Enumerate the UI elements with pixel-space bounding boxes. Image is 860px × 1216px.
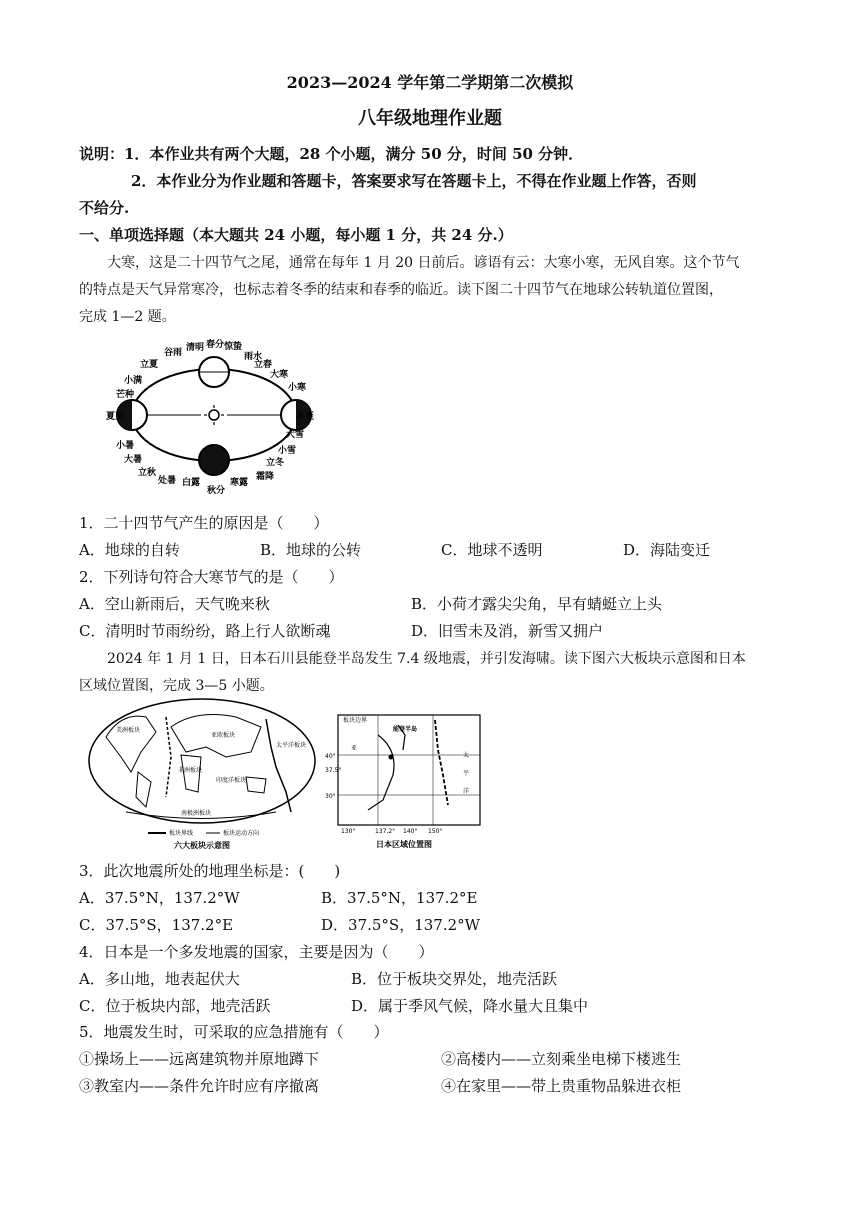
svg-text:非洲板块: 非洲板块 — [178, 767, 203, 774]
svg-text:40°: 40° — [325, 753, 336, 760]
svg-text:大暑: 大暑 — [124, 455, 143, 465]
plates-map — [86, 697, 318, 851]
svg-text:霜降: 霜降 — [256, 472, 275, 482]
exam-title: 2023—2024 学年第二学期第二次模拟 — [286, 73, 574, 92]
q4-option-b[interactable]: B．位于板块交界处，地壳活跃 — [351, 970, 558, 988]
q5-option-4[interactable]: ④在家里——带上贵重物品躲进衣柜 — [441, 1077, 682, 1095]
q4-option-d[interactable]: D．属于季风气候，降水量大且集中 — [351, 997, 589, 1015]
q4-option-c[interactable]: C．位于板块内部，地壳活跃 — [79, 997, 271, 1015]
passage2-line1: 2024 年 1 月 1 日，日本石川县能登半岛发生 7.4 级地震，并引发海啸。读下图六大板块示意图和日本 — [107, 651, 746, 667]
svg-text:亚欧板块: 亚欧板块 — [211, 732, 236, 739]
svg-text:立春: 立春 — [254, 360, 273, 370]
q2-stem: 2．下列诗句符合大寒节气的是（ ） — [79, 568, 344, 586]
svg-text:寒露: 寒露 — [230, 478, 249, 488]
section-heading: 一、单项选择题（本大题共 24 小题，每小题 1 分，共 24 分.） — [79, 226, 513, 244]
svg-text:白露: 白露 — [182, 478, 201, 488]
passage1-line2: 的特点是天气异常寒冷，也标志着冬季的结束和春季的临近。读下图二十四节气在地球公转轨道位置图， — [79, 282, 723, 298]
q2-option-d[interactable]: D．旧雪未及消，新雪又拥户 — [411, 622, 604, 640]
q2-option-a[interactable]: A．空山新雨后，天气晚来秋 — [79, 595, 270, 613]
svg-text:夏至: 夏至 — [106, 412, 125, 422]
q1-option-b[interactable]: B．地球的公转 — [260, 541, 362, 559]
subject-title: 八年级地理作业题 — [358, 108, 502, 129]
svg-text:谷雨: 谷雨 — [164, 348, 183, 358]
passage1-line3: 完成 1—2 题。 — [79, 309, 176, 325]
svg-text:150°: 150° — [428, 828, 443, 835]
svg-text:立冬: 立冬 — [266, 458, 285, 468]
q4-option-a[interactable]: A．多山地，地表起伏大 — [79, 970, 240, 988]
svg-text:南极洲板块: 南极洲板块 — [181, 810, 212, 817]
q5-option-2[interactable]: ②高楼内——立刻乘坐电梯下楼逃生 — [441, 1050, 682, 1068]
q5-option-3[interactable]: ③教室内——条件允许时应有序撤离 — [79, 1077, 320, 1095]
svg-text:大雪: 大雪 — [286, 430, 305, 440]
svg-text:春分: 春分 — [206, 340, 225, 350]
q3-option-d[interactable]: D．37.5°S，137.2°W — [321, 916, 481, 934]
svg-text:平: 平 — [463, 770, 470, 777]
svg-text:30°: 30° — [325, 793, 336, 800]
svg-text:小雪: 小雪 — [278, 446, 297, 456]
q5-option-1[interactable]: ①操场上——远离建筑物并原地蹲下 — [79, 1050, 320, 1068]
svg-text:清明: 清明 — [186, 343, 205, 353]
svg-text:小满: 小满 — [124, 376, 143, 386]
q2-option-c[interactable]: C．清明时节雨纷纷，路上行人欲断魂 — [79, 622, 331, 640]
svg-text:印度洋板块: 印度洋板块 — [216, 777, 247, 784]
q4-stem: 4．日本是一个多发地震的国家，主要是因为（ ） — [79, 943, 434, 961]
instruction-line-2: 2．本作业分为作业题和答题卡，答案要求写在答题卡上，不得在作业题上作答，否则 — [131, 172, 697, 190]
q3-stem: 3．此次地震所处的地理坐标是：( ) — [79, 862, 341, 880]
q5-stem: 5．地震发生时，可采取的应急措施有（ ） — [79, 1023, 389, 1041]
svg-text:板块界线: 板块界线 — [169, 830, 194, 837]
svg-text:太平洋板块: 太平洋板块 — [276, 742, 307, 749]
svg-text:秋分: 秋分 — [207, 486, 226, 495]
orbit-figure — [106, 335, 316, 495]
svg-text:板块边界: 板块边界 — [343, 717, 368, 724]
svg-text:小寒: 小寒 — [288, 383, 307, 393]
q1-option-a[interactable]: A．地球的自转 — [79, 541, 180, 559]
svg-text:130°: 130° — [341, 828, 356, 835]
japan-map — [323, 705, 485, 851]
q1-option-c[interactable]: C．地球不透明 — [441, 541, 543, 559]
q3-option-a[interactable]: A．37.5°N，137.2°W — [79, 889, 240, 907]
svg-text:140°: 140° — [403, 828, 418, 835]
svg-text:大寒: 大寒 — [270, 370, 289, 380]
passage2-line2: 区域位置图，完成 3—5 小题。 — [79, 678, 274, 694]
svg-text:太: 太 — [463, 752, 470, 759]
q1-option-d[interactable]: D．海陆变迁 — [623, 541, 711, 559]
instruction-line-3: 不给分. — [79, 199, 130, 217]
svg-text:惊蛰: 惊蛰 — [224, 342, 243, 352]
sun-icon — [209, 410, 219, 420]
q2-option-b[interactable]: B．小荷才露尖尖角，早有蜻蜓立上头 — [411, 595, 663, 613]
q3-option-b[interactable]: B．37.5°N，137.2°E — [321, 889, 478, 907]
svg-text:雨水: 雨水 — [244, 352, 263, 362]
svg-text:立夏: 立夏 — [140, 360, 159, 370]
svg-text:亚: 亚 — [351, 745, 358, 752]
svg-text:日本区域位置图: 日本区域位置图 — [376, 840, 432, 849]
svg-text:冬至: 冬至 — [295, 412, 314, 422]
svg-text:板块运动方向: 板块运动方向 — [223, 830, 260, 837]
instruction-line-1: 说明：1．本作业共有两个大题，28 个小题，满分 50 分，时间 50 分钟． — [79, 145, 584, 163]
svg-text:小暑: 小暑 — [116, 441, 135, 451]
q1-stem: 1．二十四节气产生的原因是（ ） — [79, 514, 329, 532]
svg-text:洋: 洋 — [463, 788, 470, 795]
svg-text:37.5°: 37.5° — [325, 767, 342, 774]
svg-text:美洲板块: 美洲板块 — [116, 727, 141, 734]
svg-text:处暑: 处暑 — [158, 476, 177, 486]
earth-autumn — [199, 445, 229, 475]
svg-text:137.2°: 137.2° — [375, 828, 396, 835]
svg-text:芒种: 芒种 — [116, 390, 135, 400]
q3-option-c[interactable]: C．37.5°S，137.2°E — [79, 916, 234, 934]
passage1-line1: 大寒，这是二十四节气之尾，通常在每年 1 月 20 日前后。谚语有云：大寒小寒，无风自寒。这个节气 — [107, 255, 740, 271]
svg-text:立秋: 立秋 — [138, 468, 157, 478]
svg-text:六大板块示意图: 六大板块示意图 — [174, 841, 230, 850]
svg-text:能登半岛: 能登半岛 — [393, 726, 418, 733]
